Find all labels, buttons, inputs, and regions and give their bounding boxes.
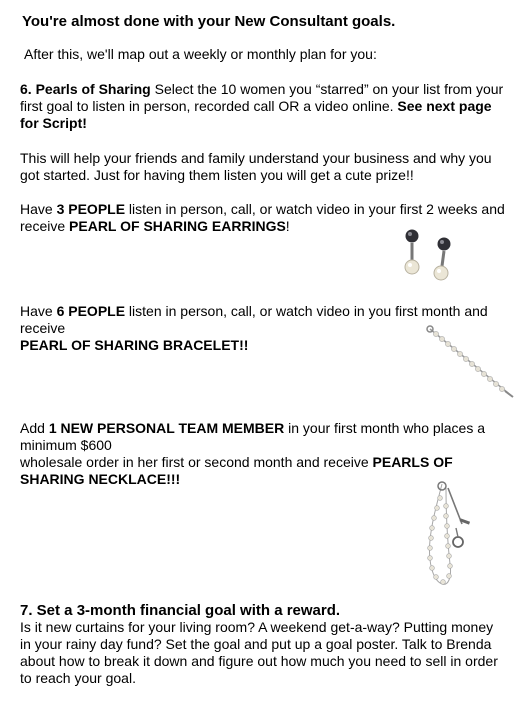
page-title: You're almost done with your New Consultant goals. <box>22 13 396 30</box>
pearl-necklace-image <box>418 480 478 592</box>
section-7-paragraph <box>20 602 505 687</box>
section-6-paragraph: 6. Pearls of Sharing Select the 10 women you “starred” on your list from your first goal to listen in person, recorded call OR a video online. See next page for Script! <box>20 81 504 131</box>
section-6-heading: 6. Pearls of Sharing <box>20 81 151 97</box>
intro-text: After this, we'll map out a weekly or monthly plan for you: <box>24 46 377 62</box>
see-next-page-note: See next page for Script! <box>20 98 492 131</box>
reward-earrings-text: Have 3 PEOPLE listen in person, call, or watch video in your first 2 weeks and receive PEARL OF SHARING EARRINGS! <box>20 201 505 234</box>
reward-bracelet-text: Have 6 PEOPLE listen in person, call, or watch video in you first month and receive PEARL OF SHARING BRACELET!! <box>20 303 488 353</box>
section-7-heading: 7. Set a 3-month financial goal with a reward. <box>20 602 341 619</box>
pearl-bracelet-image <box>420 323 520 403</box>
section-6-explanation: This will help your friends and family understand your business and why you got started. Just for having them listen you will get a cute prize!! <box>20 150 492 183</box>
section-7-text: Is it new curtains for your living room? A weekend get-a-way? Putting money in your rainy day fund? Set the goal and put up a goal poster. Talk to Brenda about how to break it down and figure out how much you need to sell in order to reach your goal. <box>20 619 498 686</box>
reward-necklace-text: Add 1 NEW PERSONAL TEAM MEMBER in your first month who places a minimum $600 wholesale order in her first or second month and receive PEARLS OF SHARING NECKLACE!!! <box>20 420 486 487</box>
pearl-earrings-image <box>396 226 460 286</box>
